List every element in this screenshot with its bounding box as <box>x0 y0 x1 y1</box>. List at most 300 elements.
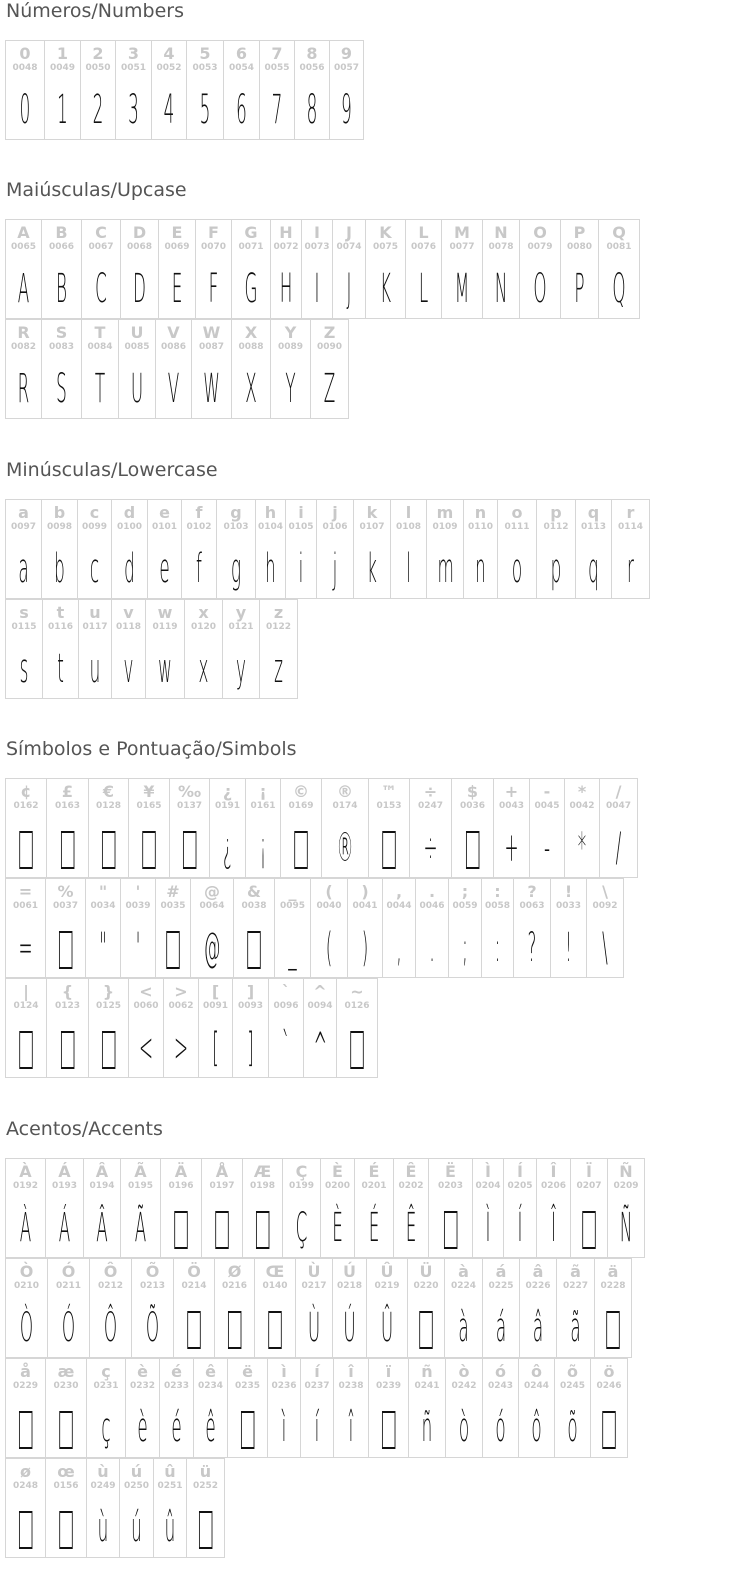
glyph-label: f <box>195 503 203 522</box>
glyph-label: ø <box>20 1462 31 1481</box>
glyph-sample: ÷ <box>423 825 438 871</box>
section-title: Símbolos e Pontuação/Simbols <box>6 738 297 760</box>
glyph-cell <box>382 878 416 978</box>
glyph-sample: ^ <box>313 1025 328 1071</box>
glyph-cell <box>519 219 561 319</box>
missing-glyph-box <box>581 1204 596 1252</box>
glyph-code: 0217 <box>301 1281 327 1291</box>
glyph-cell <box>5 319 42 419</box>
glyph-cell <box>268 978 304 1078</box>
missing-glyph-box <box>226 1304 242 1352</box>
glyph-code: 0092 <box>592 901 618 911</box>
glyph-code: 0209 <box>613 1181 639 1191</box>
glyph-cell <box>163 978 199 1078</box>
glyph-label: ö <box>603 1362 615 1381</box>
glyph-label: Y <box>284 323 297 342</box>
glyph-code: 0162 <box>13 801 39 811</box>
glyph-cell <box>366 1258 408 1358</box>
glyph-code: 0116 <box>47 622 74 632</box>
glyph-code: 0216 <box>221 1281 248 1291</box>
glyph-row <box>5 1458 725 1558</box>
glyph-row <box>5 1158 725 1258</box>
glyph-code: 0228 <box>600 1281 626 1291</box>
glyph-sample: P <box>574 266 585 312</box>
glyph-cell <box>41 219 82 319</box>
glyph-code: 0161 <box>250 801 276 811</box>
glyph-code: 0115 <box>11 622 37 632</box>
glyph-label: b <box>53 503 66 522</box>
glyph-sample: b <box>54 546 65 592</box>
glyph-label: ? <box>527 882 537 901</box>
glyph-label: â <box>532 1262 544 1281</box>
glyph-label: á <box>495 1262 507 1281</box>
glyph-sample: Q <box>612 266 626 312</box>
glyph-code: 0040 <box>316 901 342 911</box>
glyph-cell <box>332 1258 367 1358</box>
glyph-cell <box>227 1358 268 1458</box>
glyph-code: 0109 <box>432 522 458 532</box>
missing-glyph-box <box>17 1504 33 1552</box>
glyph-label: õ <box>567 1362 578 1381</box>
glyph-code: 0207 <box>576 1181 602 1191</box>
glyph-cell <box>482 219 520 319</box>
missing-glyph-box <box>267 1304 284 1352</box>
glyph-label: v <box>123 603 134 622</box>
glyph-code: 0105 <box>288 522 314 532</box>
glyph-label: ô <box>531 1362 542 1381</box>
glyph-code: 0058 <box>484 901 511 911</box>
glyph-label: î <box>348 1362 354 1381</box>
glyph-label: g <box>230 503 242 522</box>
missing-glyph-box <box>464 824 481 872</box>
glyph-cell <box>153 1458 187 1558</box>
missing-glyph-box <box>18 824 35 872</box>
glyph-code: 0113 <box>580 522 607 532</box>
glyph-code: 0084 <box>87 342 113 352</box>
glyph-cell <box>365 219 406 319</box>
glyph-code: 0165 <box>136 801 162 811</box>
glyph-label: Ì <box>485 1162 491 1181</box>
glyph-sample: p <box>550 546 562 592</box>
missing-glyph-box <box>141 824 158 872</box>
glyph-sample: C <box>95 266 107 312</box>
glyph-label: € <box>102 782 115 801</box>
glyph-grid <box>5 1158 725 1558</box>
glyph-code: 0033 <box>555 901 582 911</box>
glyph-cell <box>607 1158 645 1258</box>
glyph-code: 0140 <box>262 1281 288 1291</box>
glyph-cell <box>519 1258 557 1358</box>
glyph-sample: K <box>379 266 392 312</box>
glyph-cell <box>254 1258 296 1358</box>
glyph-row <box>5 1358 725 1458</box>
glyph-code: 0075 <box>372 242 399 252</box>
glyph-code: 0046 <box>419 901 445 911</box>
glyph-label: L <box>418 223 429 242</box>
glyph-label: o <box>511 503 523 522</box>
glyph-code: 0194 <box>89 1181 115 1191</box>
section-title: Acentos/Accents <box>6 1118 163 1140</box>
glyph-sample: < <box>138 1025 154 1071</box>
glyph-label: 0 <box>19 44 31 63</box>
glyph-code: 0111 <box>504 522 530 532</box>
glyph-sample: É <box>368 1205 380 1251</box>
glyph-cell <box>448 878 482 978</box>
glyph-code: 0088 <box>238 342 264 352</box>
glyph-sample: ê <box>205 1405 216 1451</box>
glyph-code: 0249 <box>90 1481 116 1491</box>
glyph-row <box>5 978 725 1078</box>
glyph-sample: l <box>406 546 411 592</box>
glyph-cell <box>147 499 182 599</box>
glyph-cell <box>320 1158 355 1258</box>
glyph-code: 0043 <box>498 801 525 811</box>
glyph-label: u <box>89 603 101 622</box>
glyph-label: W <box>202 323 221 342</box>
glyph-sample: ç <box>101 1405 111 1451</box>
glyph-code: 0045 <box>534 801 560 811</box>
glyph-code: 0117 <box>82 622 108 632</box>
glyph-sample: D <box>133 266 146 312</box>
glyph-sample: X <box>245 366 257 412</box>
glyph-cell <box>463 499 498 599</box>
missing-glyph-box <box>100 824 116 872</box>
glyph-label: í <box>314 1362 320 1381</box>
glyph-code: 0079 <box>527 242 553 252</box>
glyph-cell <box>231 219 271 319</box>
glyph-sample: E <box>171 266 183 312</box>
glyph-sample: ` <box>281 1025 291 1071</box>
glyph-cell <box>81 319 119 419</box>
glyph-cell <box>186 40 224 140</box>
glyph-code: 0243 <box>487 1381 514 1391</box>
glyph-label: X <box>244 323 258 342</box>
glyph-label: E <box>171 223 183 242</box>
glyph-label: Ï <box>586 1162 592 1181</box>
glyph-code: 0071 <box>238 242 264 252</box>
glyph-code: 0169 <box>288 801 314 811</box>
glyph-code: 0199 <box>288 1181 315 1191</box>
glyph-row <box>5 778 725 878</box>
glyph-sample: Ó <box>61 1305 76 1351</box>
glyph-code: 0232 <box>129 1381 156 1391</box>
glyph-code: 0076 <box>410 242 437 252</box>
glyph-sample: Y <box>285 366 296 412</box>
glyph-sample: B <box>55 266 67 312</box>
glyph-cell <box>155 319 192 419</box>
glyph-cell <box>186 1458 225 1558</box>
glyph-cell <box>5 1458 46 1558</box>
glyph-label: I <box>314 223 320 242</box>
glyph-cell <box>128 778 170 878</box>
glyph-label: _ <box>288 882 297 901</box>
glyph-cell <box>570 1158 608 1258</box>
glyph-code: 0108 <box>395 522 422 532</box>
glyph-cell <box>310 878 348 978</box>
glyph-label: t <box>56 603 65 622</box>
glyph-cell <box>329 40 364 140</box>
glyph-sample: U <box>130 366 144 412</box>
glyph-label: V <box>167 323 180 342</box>
glyph-code: 0077 <box>449 242 475 252</box>
glyph-cell <box>44 40 81 140</box>
missing-glyph-box <box>58 1404 75 1452</box>
missing-glyph-box <box>186 1304 203 1352</box>
missing-glyph-box <box>173 1204 190 1252</box>
glyph-cell <box>232 978 269 1078</box>
glyph-cell <box>300 1358 334 1458</box>
glyph-cell <box>255 499 286 599</box>
glyph-label: m <box>436 503 454 522</box>
glyph-label: = <box>18 882 33 901</box>
glyph-label: \ <box>602 882 608 901</box>
glyph-code: 0210 <box>13 1281 40 1291</box>
glyph-code: 0251 <box>157 1481 183 1491</box>
glyph-sample: Õ <box>145 1305 160 1351</box>
glyph-cell <box>5 1358 46 1458</box>
glyph-cell <box>274 878 311 978</box>
glyph-label: æ <box>57 1362 75 1381</box>
glyph-cell <box>125 1358 160 1458</box>
glyph-code: 0236 <box>271 1381 297 1391</box>
glyph-label: ê <box>205 1362 216 1381</box>
glyph-label: F <box>208 223 219 242</box>
glyph-label: y <box>235 603 247 622</box>
glyph-code: 0212 <box>97 1281 124 1291</box>
glyph-code: 0050 <box>85 63 111 73</box>
glyph-code: 0047 <box>605 801 632 811</box>
glyph-label: Û <box>380 1262 394 1281</box>
glyph-label: T <box>94 323 106 342</box>
glyph-code: 0035 <box>160 901 186 911</box>
glyph-sample: g <box>230 546 242 592</box>
glyph-cell <box>303 978 337 1078</box>
glyph-code: 0082 <box>10 342 37 352</box>
glyph-code: 0206 <box>540 1181 567 1191</box>
glyph-cell <box>78 599 112 699</box>
glyph-cell <box>222 599 260 699</box>
glyph-cell <box>267 1358 301 1458</box>
glyph-label: ù <box>97 1462 109 1481</box>
glyph-cell <box>5 1158 46 1258</box>
glyph-label: ¢ <box>20 782 32 801</box>
glyph-sample: ¡ <box>259 825 267 871</box>
glyph-code: 0112 <box>543 522 569 532</box>
glyph-label: 7 <box>271 44 283 63</box>
glyph-cell <box>353 499 391 599</box>
glyph-cell <box>556 1258 595 1358</box>
glyph-label: s <box>19 603 29 622</box>
glyph-label: Í <box>517 1162 523 1181</box>
glyph-cell <box>159 1358 194 1458</box>
glyph-cell <box>233 878 275 978</box>
glyph-cell <box>599 778 638 878</box>
glyph-cell <box>119 1458 154 1558</box>
glyph-cell <box>586 878 624 978</box>
glyph-cell <box>81 219 121 319</box>
glyph-cell <box>332 219 366 319</box>
glyph-cell <box>529 778 565 878</box>
glyph-code: 0250 <box>123 1481 150 1491</box>
glyph-label: ™ <box>381 782 397 801</box>
glyph-cell <box>158 219 196 319</box>
glyph-sample: , <box>396 925 402 971</box>
glyph-row <box>5 319 725 419</box>
missing-glyph-box <box>100 1024 116 1072</box>
glyph-code: 0104 <box>257 522 284 532</box>
missing-glyph-box <box>239 1404 255 1452</box>
glyph-code: 0218 <box>336 1281 363 1291</box>
glyph-label: ^ <box>313 982 327 1001</box>
glyph-label: w <box>157 603 173 622</box>
glyph-sample: ú <box>131 1505 142 1551</box>
glyph-sample: H <box>279 266 293 312</box>
glyph-label: £ <box>61 782 74 801</box>
glyph-cell <box>564 778 600 878</box>
glyph-cell <box>333 1358 369 1458</box>
glyph-label: # <box>166 882 180 901</box>
glyph-cell <box>45 1458 87 1558</box>
glyph-label: - <box>543 782 551 801</box>
glyph-sample: \ <box>602 925 608 971</box>
glyph-sample: Ñ <box>619 1205 633 1251</box>
glyph-label: ò <box>458 1362 470 1381</box>
glyph-label: Ù <box>307 1262 321 1281</box>
glyph-sample: n <box>475 546 486 592</box>
glyph-code: 0067 <box>88 242 114 252</box>
glyph-cell <box>193 1358 228 1458</box>
glyph-sample: : <box>494 925 501 971</box>
glyph-sample: q <box>588 546 599 592</box>
glyph-sample: = <box>18 925 33 971</box>
glyph-cell <box>115 40 152 140</box>
glyph-cell <box>5 878 46 978</box>
glyph-sample: J <box>346 266 352 312</box>
glyph-sample: u <box>89 646 101 692</box>
glyph-row <box>5 878 725 978</box>
glyph-sample: ) <box>361 925 369 971</box>
glyph-label: Â <box>95 1162 109 1181</box>
glyph-cell <box>88 978 129 1078</box>
glyph-cell <box>245 778 281 878</box>
glyph-cell <box>5 1258 48 1358</box>
glyph-cell <box>444 1258 483 1358</box>
glyph-cell <box>5 219 42 319</box>
glyph-label: H <box>279 223 293 242</box>
glyph-cell <box>482 1358 519 1458</box>
glyph-label: Ô <box>103 1262 118 1281</box>
glyph-label: { <box>61 982 74 1001</box>
glyph-cell <box>259 40 295 140</box>
glyph-code: 0220 <box>413 1281 439 1291</box>
glyph-label: Œ <box>265 1262 285 1281</box>
glyph-code: 0055 <box>264 63 290 73</box>
glyph-sample: . <box>429 925 435 971</box>
glyph-label: : <box>494 882 501 901</box>
glyph-sample: x <box>198 646 209 692</box>
glyph-cell <box>195 219 232 319</box>
glyph-cell <box>518 1358 555 1458</box>
glyph-label: @ <box>204 882 220 901</box>
glyph-label: | <box>23 982 29 1001</box>
glyph-sample: e <box>159 546 170 592</box>
glyph-cell <box>5 40 45 140</box>
glyph-cell <box>111 599 146 699</box>
glyph-code: 0192 <box>12 1181 39 1191</box>
glyph-sample: ' <box>135 925 141 971</box>
glyph-label: k <box>366 503 378 522</box>
glyph-cell <box>393 1158 429 1258</box>
glyph-label: Ä <box>174 1162 188 1181</box>
glyph-sample: î <box>348 1405 354 1451</box>
glyph-cell <box>160 1158 202 1258</box>
glyph-cell <box>45 878 86 978</box>
glyph-label: ó <box>495 1362 506 1381</box>
glyph-code: 0125 <box>95 1001 122 1011</box>
glyph-cell <box>368 778 410 878</box>
glyph-cell <box>497 499 537 599</box>
glyph-label: œ <box>57 1462 75 1481</box>
glyph-sample: Ì <box>485 1205 491 1251</box>
glyph-label: U <box>130 323 144 342</box>
glyph-code: 0128 <box>95 801 122 811</box>
missing-glyph-box <box>254 1204 270 1252</box>
glyph-row <box>5 40 725 140</box>
glyph-cell <box>191 319 232 419</box>
glyph-code: 0241 <box>414 1381 440 1391</box>
glyph-cell <box>536 499 576 599</box>
glyph-label: q <box>587 503 600 522</box>
glyph-sample: Ç <box>295 1205 308 1251</box>
glyph-code: 0118 <box>115 622 142 632</box>
glyph-cell <box>118 319 156 419</box>
glyph-code: 0074 <box>336 242 362 252</box>
glyph-sample: Í <box>517 1205 523 1251</box>
glyph-code: 0106 <box>322 522 348 532</box>
glyph-code: 0244 <box>523 1381 550 1391</box>
glyph-cell <box>409 778 452 878</box>
glyph-cell <box>155 878 191 978</box>
glyph-label: N <box>494 223 508 242</box>
glyph-code: 0096 <box>273 1001 299 1011</box>
glyph-code: 0195 <box>127 1181 154 1191</box>
glyph-grid <box>5 499 725 699</box>
glyph-label: ~ <box>350 982 364 1001</box>
glyph-code: 0056 <box>299 63 325 73</box>
glyph-cell <box>41 319 82 419</box>
glyph-label: ‰ <box>177 782 202 801</box>
glyph-sample: ñ <box>421 1405 433 1451</box>
glyph-label: a <box>18 503 29 522</box>
glyph-code: 0213 <box>139 1281 166 1291</box>
glyph-grid <box>5 40 725 140</box>
glyph-label: Õ <box>145 1262 160 1281</box>
glyph-sample: à <box>458 1305 469 1351</box>
glyph-grid <box>5 778 725 1078</box>
glyph-sample: M <box>454 266 470 312</box>
glyph-sample: i <box>298 546 304 592</box>
glyph-code: 0238 <box>338 1381 364 1391</box>
glyph-code: 0110 <box>467 522 494 532</box>
glyph-sample: j <box>332 546 338 592</box>
glyph-code: 0052 <box>156 63 182 73</box>
glyph-sample: 1 <box>57 87 68 133</box>
glyph-label: ® <box>337 782 353 801</box>
glyph-code: 0153 <box>376 801 402 811</box>
glyph-cell <box>451 778 494 878</box>
glyph-code: 0107 <box>359 522 385 532</box>
glyph-label: 1 <box>56 44 69 63</box>
